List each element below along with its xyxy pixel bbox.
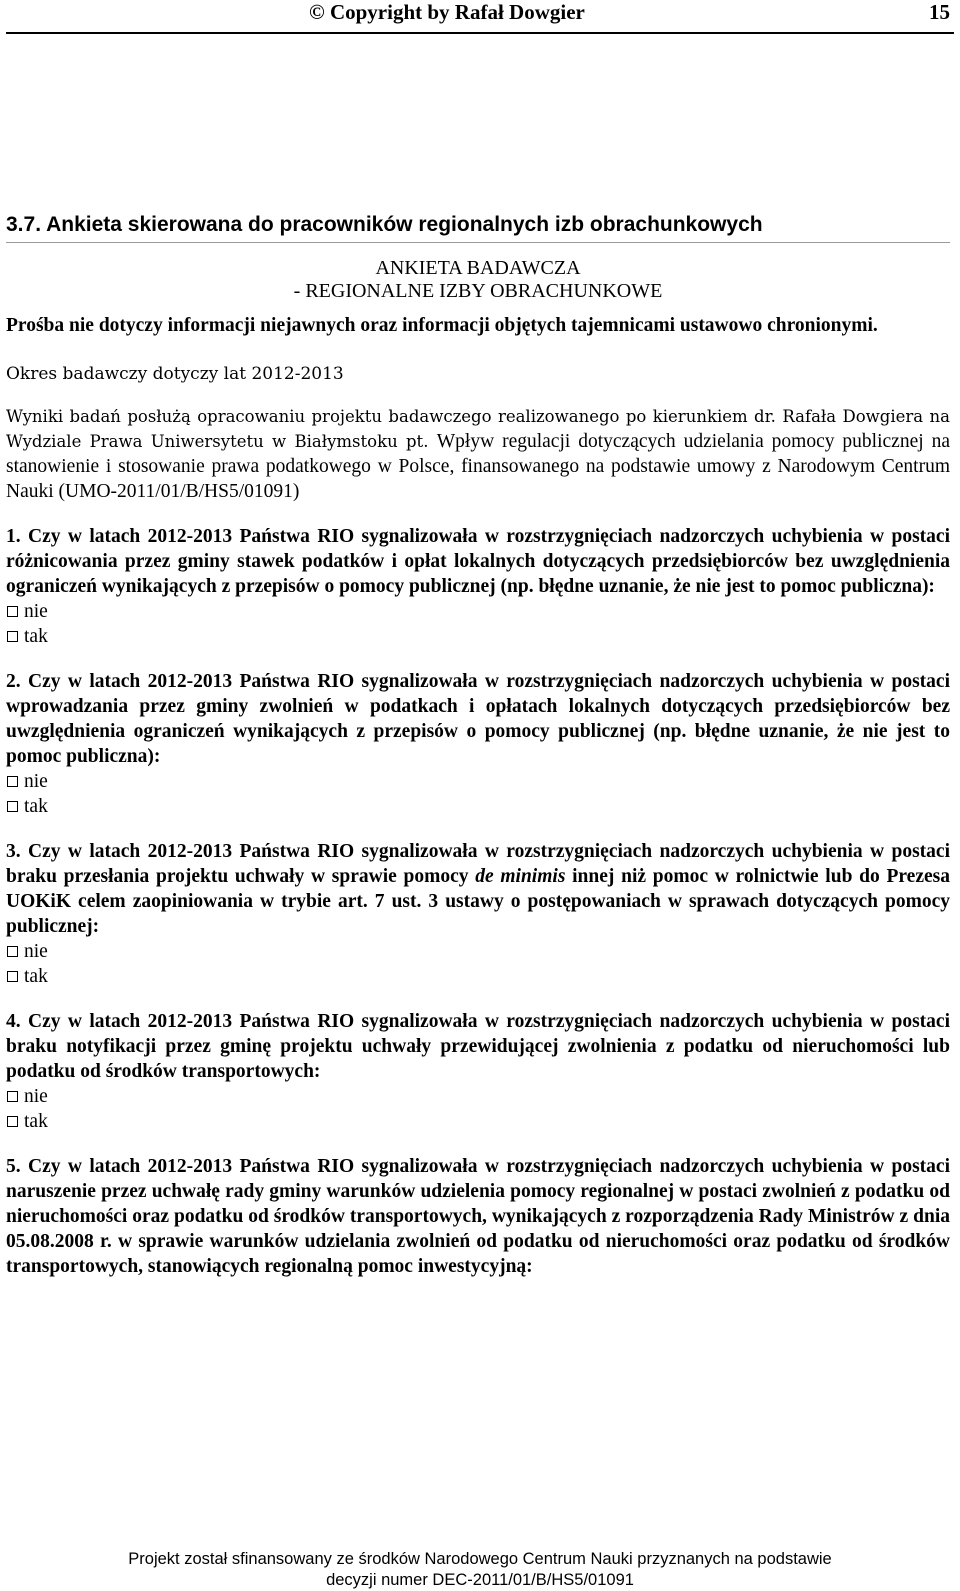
option-label: nie bbox=[24, 1086, 48, 1107]
option-yes[interactable] bbox=[6, 624, 950, 649]
checkbox-icon[interactable] bbox=[7, 631, 18, 642]
question-text: 5. Czy w latach 2012-2013 Państwa RIO sygnalizowała w rozstrzygnięciach nadzorczych uchybienia w postaci naruszenie przez uchwałę rady gminy warunków udzielenia pomocy regionalnej w postaci zwolnień z podatku od nieruchomości oraz podatku od środków transportowych, wynikających z rozporządzenia Rady Ministrów z dnia 05.08.2008 r. w sprawie warunków udzielania zwolnień od podatku od nieruchomości oraz podatku od środków transportowych, stanowiących regionalną pomoc inwestycyjną: bbox=[6, 1156, 950, 1277]
question-text-part: innej niż pomoc w rolnictwie lub do Prezesa UOKiK celem zaopiniowania w trybie art. 7 ust. 3 ustawy o postępowaniach w sprawach dotyczących pomocy publicznej: bbox=[6, 866, 950, 937]
checkbox-icon[interactable] bbox=[7, 1116, 18, 1127]
survey-title bbox=[6, 257, 950, 303]
checkbox-icon[interactable] bbox=[7, 946, 18, 957]
option-no[interactable] bbox=[6, 769, 950, 794]
survey-title-line-2: - REGIONALNE IZBY OBRACHUNKOWE bbox=[293, 280, 663, 302]
option-label: nie bbox=[24, 601, 48, 622]
option-label: tak bbox=[24, 796, 48, 817]
page-number: 15 bbox=[929, 0, 950, 24]
research-results-note bbox=[6, 404, 950, 504]
survey-title-line-1: ANKIETA BADAWCZA bbox=[375, 257, 581, 279]
results-intro: Wyniki badań posłużą opracowaniu projektu badawczego realizowanego po kierunkiem dr. Rafała Dowgiera na Wydziale Prawa Uniwersytetu w Białymstoku pt. bbox=[6, 407, 950, 451]
option-yes[interactable] bbox=[6, 794, 950, 819]
page-header bbox=[6, 0, 954, 28]
option-label: tak bbox=[24, 1111, 48, 1132]
option-label: tak bbox=[24, 626, 48, 647]
question-text-part: 3. Czy w latach 2012-2013 Państwa RIO sygnalizowała w rozstrzygnięciach nadzorczych uchybienia w postaci braku przesłania projektu uchwały w sprawie pomocy bbox=[6, 841, 950, 887]
checkbox-icon[interactable] bbox=[7, 776, 18, 787]
project-title: Wpływ regulacji dotyczących udzielania pomocy publicznej na stanowienie i stosowanie prawa podatkowego w Polsce, finansowanego na podstawie umowy z Narodowym Centrum Nauki (UMO-2011/01/B/HS5/01091) bbox=[6, 431, 950, 502]
question-text: 4. Czy w latach 2012-2013 Państwa RIO sygnalizowała w rozstrzygnięciach nadzorczych uchybienia w postaci braku notyfikacji przez gminę projektu uchwały przewidującej zwolnienia z podatku od nieruchomości lub podatku od środków transportowych: bbox=[6, 1011, 950, 1082]
option-no[interactable] bbox=[6, 1084, 950, 1109]
question-text: 1. Czy w latach 2012-2013 Państwa RIO sygnalizowała w rozstrzygnięciach nadzorczych uchybienia w postaci różnicowania przez gminy stawek podatków i opłat lokalnych dotyczących przedsiębiorców bez uwzględnienia ograniczeń wynikających z przepisów o pomocy publicznej (np. błędne uznanie, że nie jest to pomoc publiczna): bbox=[6, 526, 950, 597]
question-5 bbox=[6, 1154, 950, 1279]
checkbox-icon[interactable] bbox=[7, 1091, 18, 1102]
question-2 bbox=[6, 669, 950, 819]
research-period: Okres badawczy dotyczy lat 2012-2013 bbox=[6, 364, 344, 384]
page-content bbox=[6, 213, 950, 1279]
checkbox-icon[interactable] bbox=[7, 606, 18, 617]
header-rule bbox=[6, 32, 954, 34]
page-footer bbox=[0, 1549, 960, 1591]
footer-line-1: Projekt został sfinansowany ze środków Narodowego Centrum Nauki przyznanych na podstawie bbox=[128, 1550, 832, 1568]
option-no[interactable] bbox=[6, 599, 950, 624]
question-text: 2. Czy w latach 2012-2013 Państwa RIO sygnalizowała w rozstrzygnięciach nadzorczych uchybienia w postaci wprowadzania przez gminy zwolnień w podatkach i opłatach lokalnych dotyczących przedsiębiorców bez uwzględnienia ograniczeń wynikających z przepisów o pomocy publicznej (np. błędne uznanie, że nie jest to pomoc publiczna): bbox=[6, 671, 950, 767]
checkbox-icon[interactable] bbox=[7, 801, 18, 812]
option-label: nie bbox=[24, 771, 48, 792]
copyright-notice: © Copyright by Rafał Dowgier bbox=[309, 0, 585, 24]
option-yes[interactable] bbox=[6, 964, 950, 989]
option-label: nie bbox=[24, 941, 48, 962]
section-heading: 3.7. Ankieta skierowana do pracowników regionalnych izb obrachunkowych bbox=[6, 213, 950, 243]
footer-line-2: decyzji numer DEC-2011/01/B/HS5/01091 bbox=[326, 1571, 634, 1589]
question-text bbox=[6, 839, 950, 939]
option-label: tak bbox=[24, 966, 48, 987]
question-4 bbox=[6, 1009, 950, 1134]
option-no[interactable] bbox=[6, 939, 950, 964]
question-3 bbox=[6, 839, 950, 989]
option-yes[interactable] bbox=[6, 1109, 950, 1134]
question-1 bbox=[6, 524, 950, 649]
checkbox-icon[interactable] bbox=[7, 971, 18, 982]
question-text-italic: de minimis bbox=[475, 866, 566, 887]
confidentiality-request: Prośba nie dotyczy informacji niejawnych oraz informacji objętych tajemnicami ustawowo chronionymi. bbox=[6, 315, 878, 336]
